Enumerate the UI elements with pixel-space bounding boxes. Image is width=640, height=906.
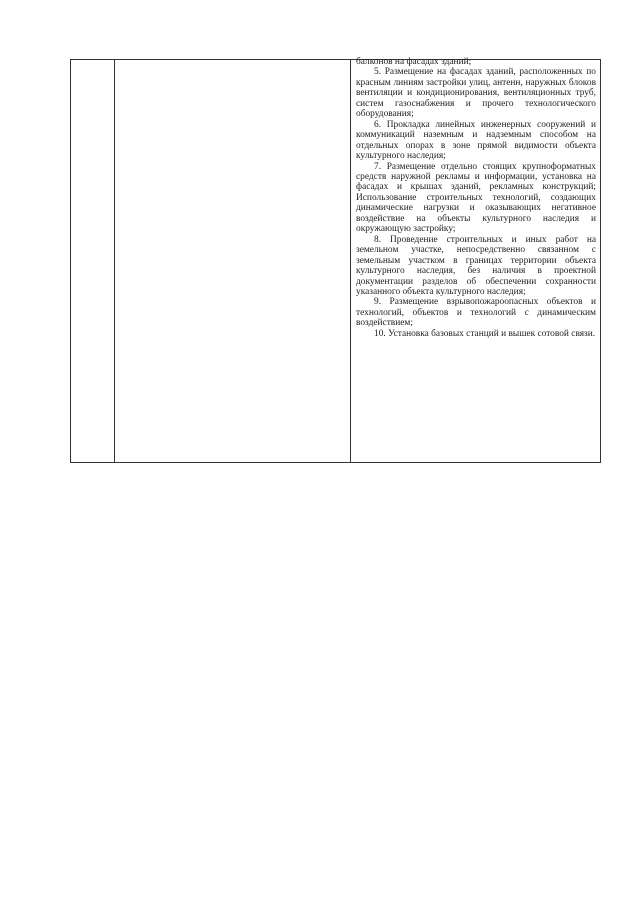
paragraph-balconies: балконов на фасадах зданий; <box>356 57 472 67</box>
paragraph-item-5: 5. Размещение на фасадах зданий, расположенных по красным линиям застройки улиц, антенн, наружных блоков вентиляции и кондиционирования, вентиляционных труб, систем газоснабжения и прочего технологического оборудования; <box>356 67 596 120</box>
table-cell-restrictions <box>351 57 601 463</box>
paragraph-item-9: 9. Размещение взрывопожароопасных объектов и технологий, объектов и технологий с динамическим воздействием; <box>356 297 596 329</box>
restrictions-text <box>351 57 600 353</box>
table-cell-name <box>115 60 351 463</box>
restrictions-table <box>70 59 601 463</box>
table-row <box>71 60 601 463</box>
paragraph-item-8: 8. Проведение строительных и иных работ на земельном участке, непосредственно связанном с земельным участком в границах территории объекта культурного наследия, без наличия в проектной документации разделов об обеспечении сохранности указанного объекта культурного наследия; <box>356 234 596 297</box>
paragraph-item-6: 6. Прокладка линейных инженерных сооружений и коммуникаций наземным и надземным способом на отдельных опорах в зоне прямой видимости объекта культурного наследия; <box>356 119 596 162</box>
paragraph-item-7: 7. Размещение отдельно стоящих крупноформатных средств наружной рекламы и информации, установка на фасадах и крышах зданий, рекламных конструкций; Использование строительных технологий, создающих динамические нагрузки и оказывающих негативное воздействие на объекты культурного наследия и окружающую застройку; <box>356 161 596 235</box>
paragraph-item-10: 10. Установка базовых станций и вышек сотовой связи. <box>374 328 596 339</box>
table-cell-number <box>71 60 115 463</box>
